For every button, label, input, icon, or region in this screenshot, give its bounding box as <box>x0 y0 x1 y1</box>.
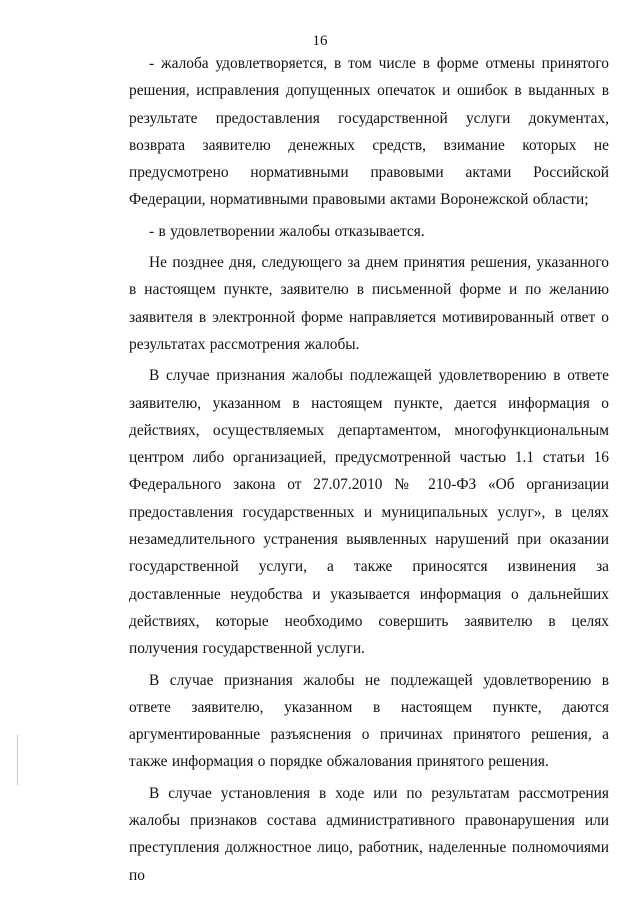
paragraph-response-deadline: Не позднее дня, следующего за днем принятия решения, указанного в настоящем пункте, заявителю в письменной форме и по желанию заявителя в электронной форме направляется мотивированный ответ о результатах рассмотрения жалобы. <box>129 254 609 353</box>
paragraph-violation-detected: В случае установления в ходе или по результатам рассмотрения жалобы признаков состава административного правонарушения или преступления должностное лицо, работник, наделенные полномочиями по <box>129 784 609 884</box>
paragraph-rejected-response: В случае признания жалобы не подлежащей удовлетворению в ответе заявителю, указанном в настоящем пункте, даются аргументированные разъяснения о причинах принятого решения, а также информация о порядке обжалования принятого решения. <box>129 671 609 771</box>
scan-edge-mark <box>17 735 18 785</box>
paragraph-complaint-rejected: - в удовлетворении жалобы отказывается. <box>149 222 425 240</box>
paragraph-complaint-satisfied: - жалоба удовлетворяется, в том числе в форме отмены принятого решения, исправления допущенных опечаток и ошибок в выданных в результате предоставления государственной услуги документах, возврата заявителю денежных средств, взимание которых не предусмотрено нормативными правовыми актами Российской Федерации, нормативными правовыми актами Воронежской области; <box>129 55 609 209</box>
document-body <box>129 50 609 893</box>
page-number: 16 <box>312 33 328 49</box>
paragraph-satisfied-response: В случае признания жалобы подлежащей удовлетворению в ответе заявителю, указанном в настоящем пункте, дается информация о действиях, осуществляемых департаментом, многофункциональным центром либо организацией, предусмотренной частью 1.1 статьи 16 Федерального закона от 27.07.2010 № 210-ФЗ «Об организации предоставления государственных и муниципальных услуг», в целях незамедлительного устранения выявленных нарушений при оказании государственной услуги, а также приносятся извинения за доставленные неудобства и указывается информация о дальнейших действиях, которые необходимо совершить заявителю в целях получения государственной услуги. <box>129 367 609 658</box>
